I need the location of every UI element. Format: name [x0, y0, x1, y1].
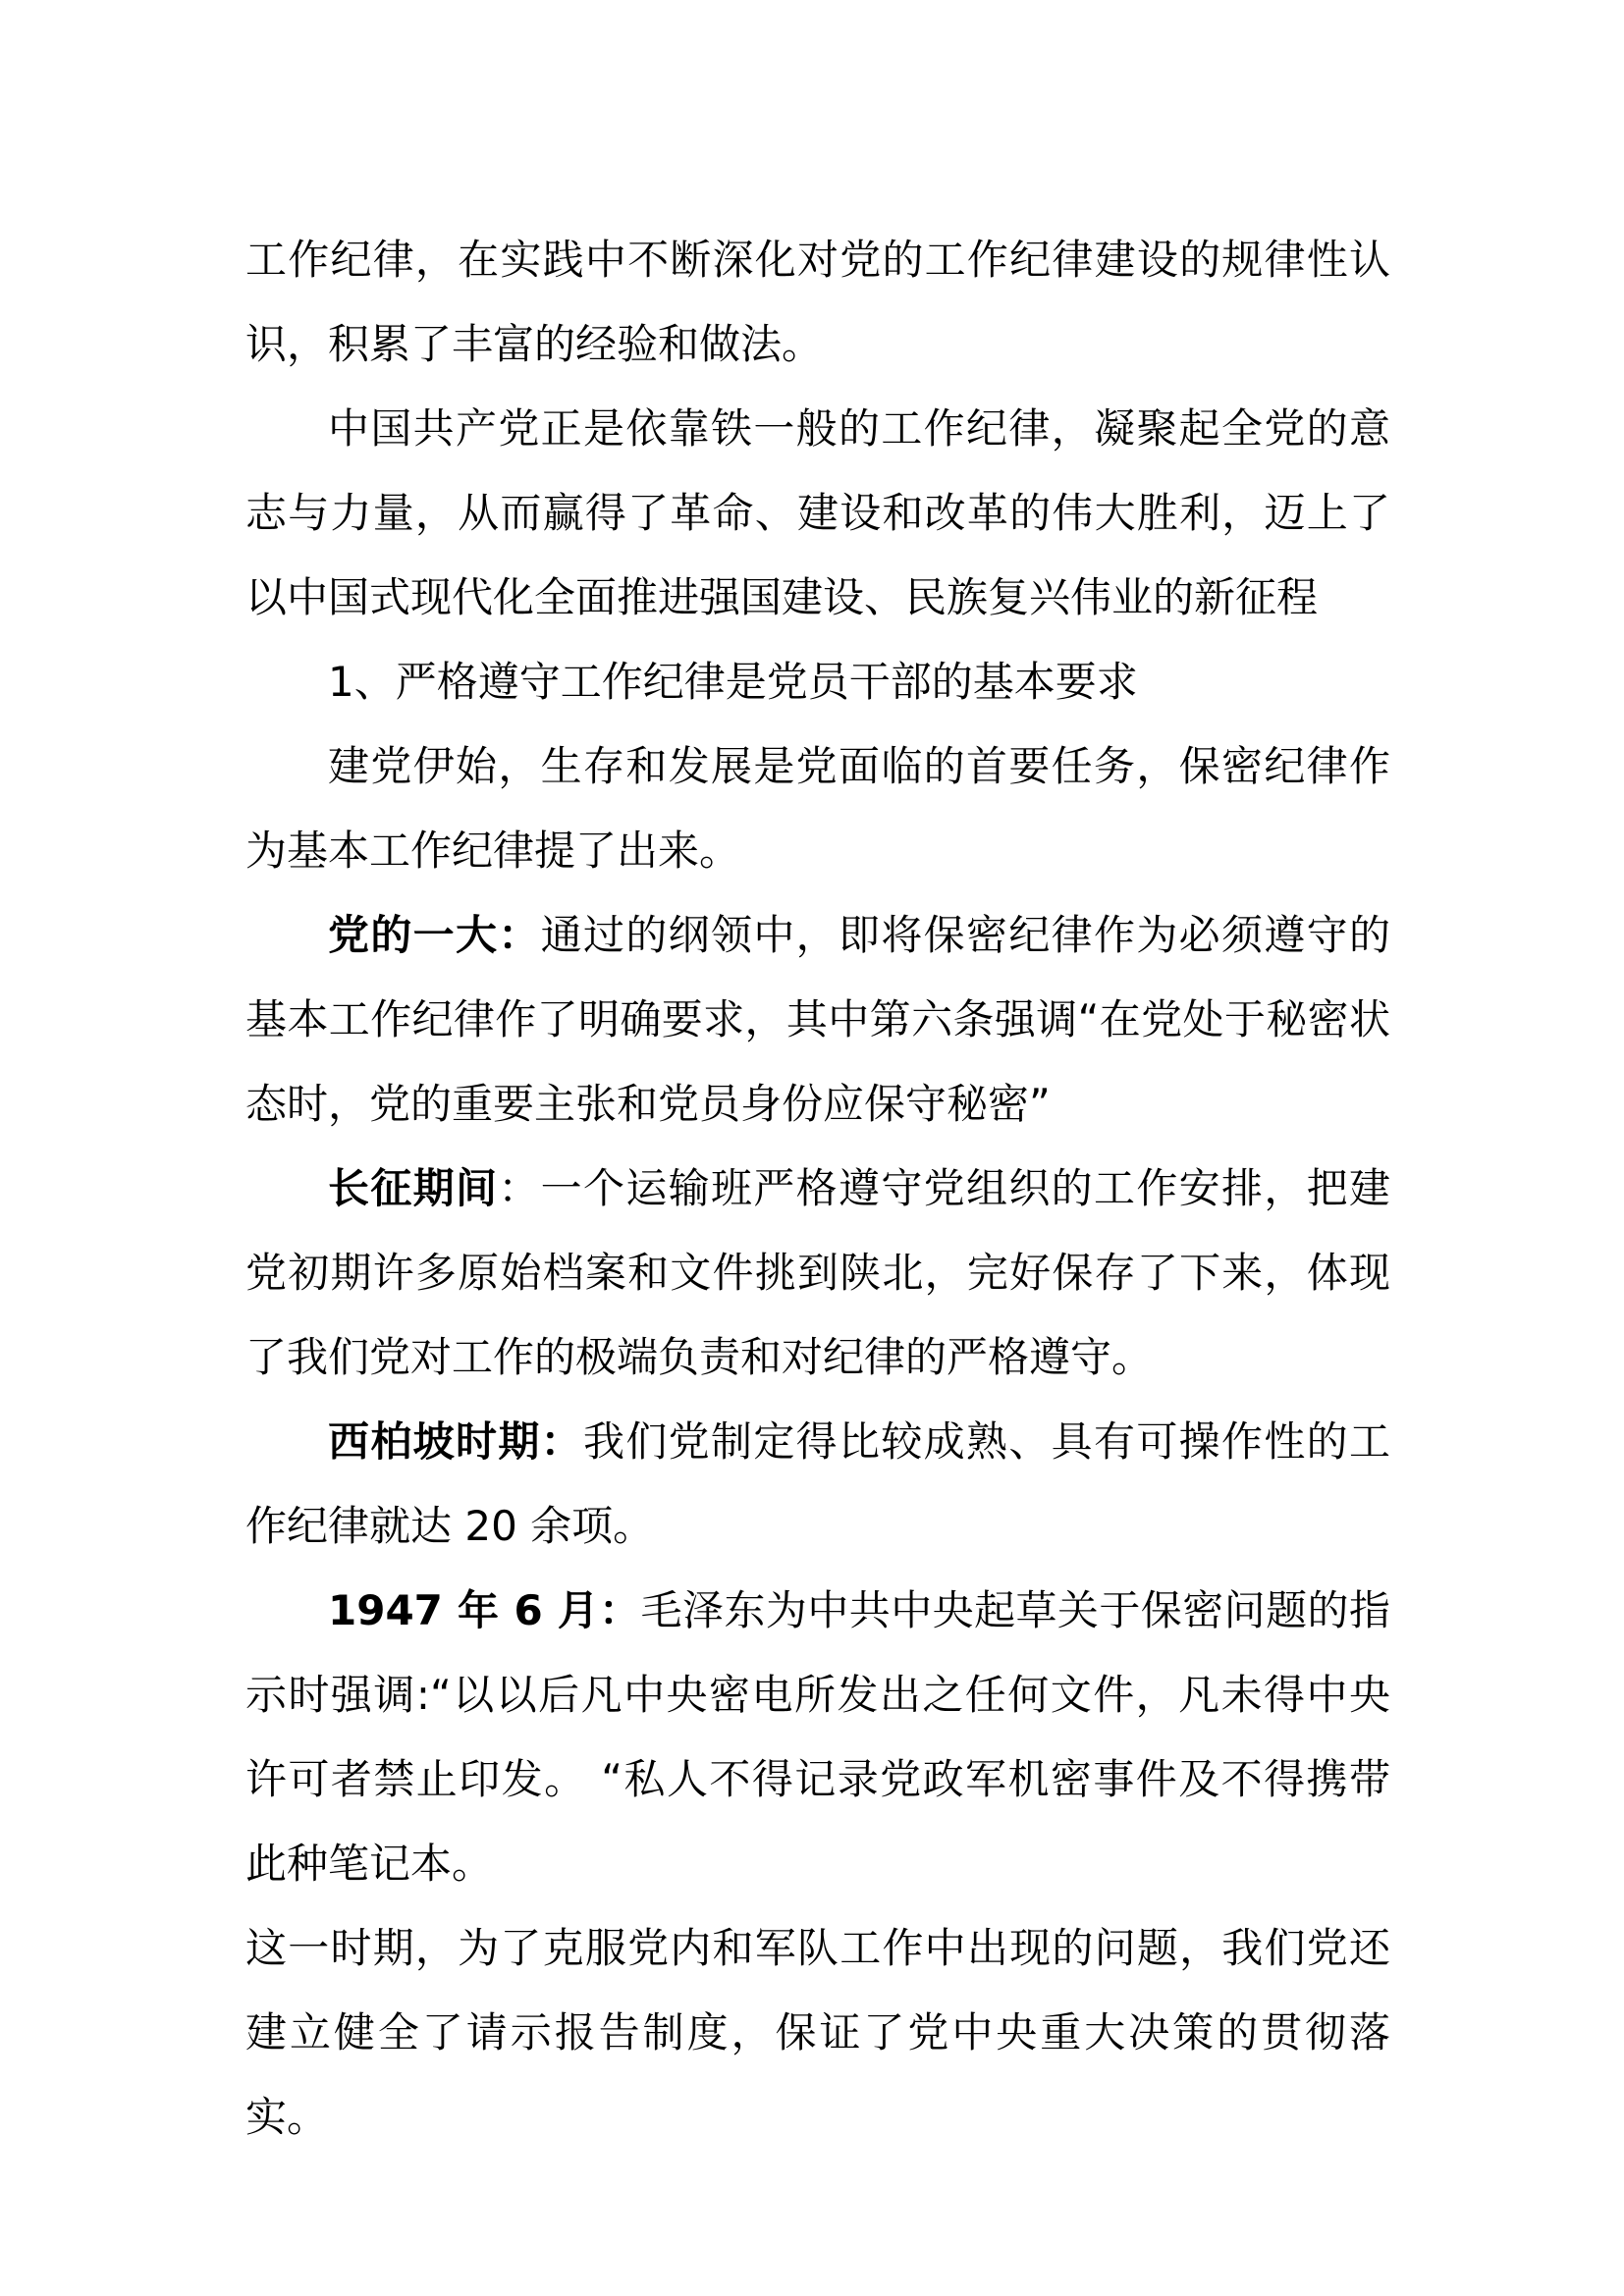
paragraph-text: 这一时期，为了克服党内和军队工作中出现的问题，我们党还建立健全了请示报告制度，保证了党中央重大决策的贯彻落实。	[245, 1924, 1390, 2141]
paragraph-xibaipo	[245, 1400, 1390, 1569]
paragraph-lead: 1947 年 6 月：	[328, 1586, 641, 1634]
paragraph-lead: 西柏坡时期：	[328, 1417, 583, 1466]
paragraph-party-discipline	[245, 387, 1390, 640]
paragraph-lead: 长征期间	[328, 1164, 499, 1212]
paragraph-first-congress	[245, 893, 1390, 1147]
paragraph-text: 通过的纲领中，即将保密纪律作为必须遵守的基本工作纪律作了明确要求，其中第六条强调“在党处于秘密状态时，党的重要主张和党员身份应保守秘密”	[245, 911, 1390, 1128]
section-heading	[245, 640, 1390, 724]
body-text	[245, 218, 1390, 2160]
paragraph-text: 工作纪律，在实践中不断深化对党的工作纪律建设的规律性认识，积累了丰富的经验和做法。	[245, 236, 1390, 368]
paragraph-text: 建党伊始，生存和发展是党面临的首要任务，保密纪律作为基本工作纪律提了出来。	[245, 742, 1390, 875]
paragraph-long-march	[245, 1147, 1390, 1400]
section-heading-text: 1、严格遵守工作纪律是党员干部的基本要求	[328, 658, 1138, 706]
paragraph-lead: 党的一大：	[328, 911, 541, 959]
paragraph-founding	[245, 724, 1390, 893]
paragraph-text: 中国共产党正是依靠铁一般的工作纪律，凝聚起全党的意志与力量，从而赢得了革命、建设和改革的伟大胜利，迈上了以中国式现代化全面推进强国建设、民族复兴伟业的新征程	[245, 404, 1390, 621]
paragraph-text: 我们党制定得比较成熟、具有可操作性的工作纪律就达 20 余项。	[245, 1417, 1390, 1550]
paragraph-text: 毛泽东为中共中央起草关于保密问题的指示时强调:“以以后凡中央密电所发出之任何文件，凡未得中央许可者禁止印发。 “私人不得记录党政军机密事件及不得携带此种笔记本。	[245, 1586, 1390, 1888]
paragraph-1947	[245, 1569, 1390, 1906]
paragraph-text: ：一个运输班严格遵守党组织的工作安排，把建党初期许多原始档案和文件挑到陕北，完好保存了下来，体现了我们党对工作的极端负责和对纪律的严格遵守。	[245, 1164, 1390, 1381]
paragraph-continued-intro	[245, 218, 1390, 387]
paragraph-reporting-system	[245, 1906, 1390, 2160]
